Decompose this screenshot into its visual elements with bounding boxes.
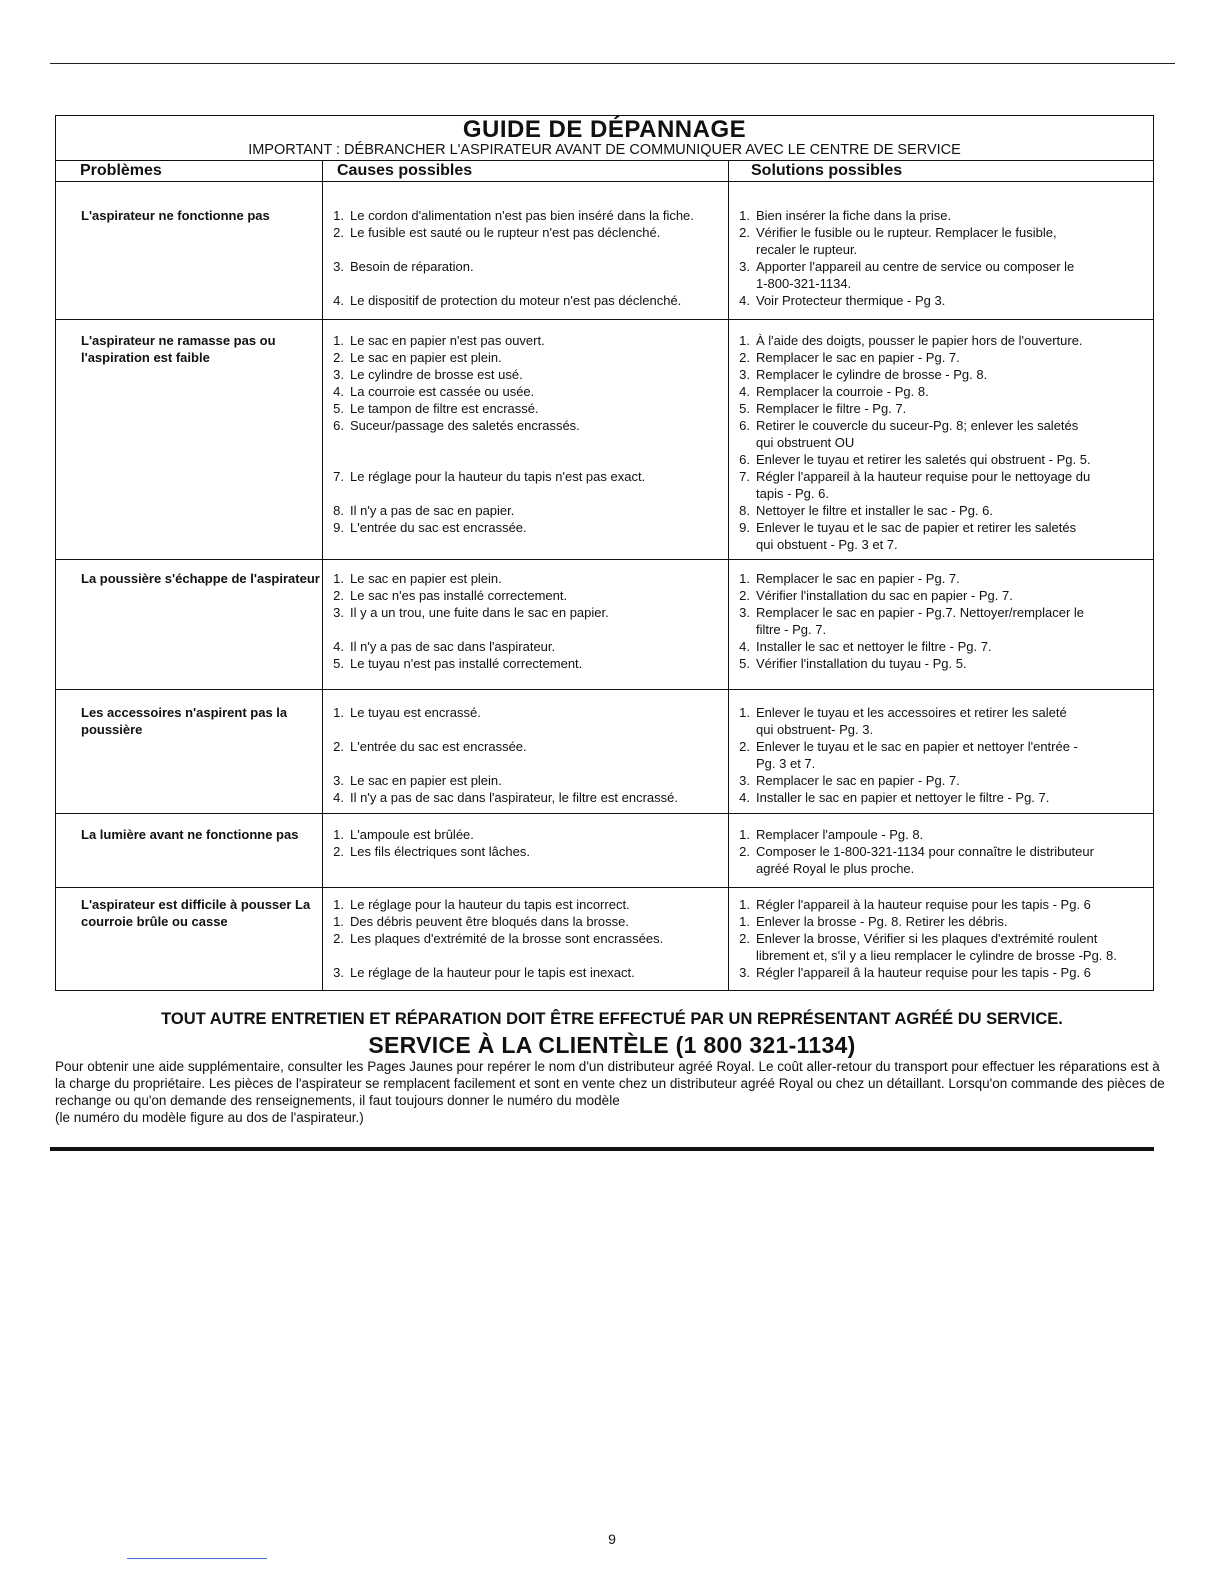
item-text: Composer le 1-800-321-1134 pour connaître le distributeur agréé Royal le plus proche.: [756, 844, 1094, 876]
item-text: Le fusible est sauté ou le rupteur n'est pas déclenché.: [350, 225, 661, 240]
header-solutions: Solutions possibles: [751, 162, 903, 179]
item-text: Remplacer le sac en papier - Pg. 7.: [756, 773, 960, 788]
list-item: [328, 502, 728, 519]
item-text: Enlever la brosse, Vérifier si les plaques d'extrémité roulent librement et, s'il y a lieu remplacer le cylindre de brosse -Pg. 8.: [756, 931, 1117, 963]
list-item: [734, 704, 1154, 738]
item-number: 4.: [333, 293, 344, 308]
scan-mark: [127, 1558, 267, 1559]
list-item: [734, 896, 1154, 913]
solutions-list: [734, 896, 1154, 981]
item-text: Régler l'appareil à la hauteur requise pour le nettoyage du tapis - Pg. 6.: [756, 469, 1091, 501]
item-text: La courroie est cassée ou usée.: [350, 384, 535, 399]
item-number: 5.: [739, 401, 750, 416]
item-text: Le cordon d'alimentation n'est pas bien inséré dans la fiche.: [350, 208, 694, 223]
list-item: [328, 366, 728, 383]
list-item: [328, 655, 728, 672]
item-text: Des débris peuvent être bloqués dans la brosse.: [350, 914, 629, 929]
item-number: 1.: [739, 897, 750, 912]
row-divider: [56, 887, 1153, 888]
item-number: 4.: [333, 384, 344, 399]
item-text: Vérifier l'installation du sac en papier - Pg. 7.: [756, 588, 1013, 603]
item-text: Vérifier l'installation du tuyau - Pg. 5.: [756, 656, 967, 671]
column-divider: [728, 160, 729, 991]
list-item: [328, 896, 728, 913]
list-item: [328, 570, 728, 587]
item-text: Le cylindre de brosse est usé.: [350, 367, 523, 382]
list-item: [328, 417, 728, 434]
list-item: [328, 224, 728, 241]
list-item: [328, 587, 728, 604]
item-number: 3.: [333, 367, 344, 382]
list-item: [328, 738, 728, 755]
list-item: [734, 570, 1154, 587]
row-divider: [56, 559, 1153, 560]
list-item: [734, 451, 1154, 468]
item-text: Remplacer le sac en papier - Pg.7. Nettoyer/remplacer le filtre - Pg. 7.: [756, 605, 1085, 637]
spacer: [328, 621, 728, 638]
item-text: Le réglage de la hauteur pour le tapis est inexact.: [350, 965, 635, 980]
problem-label: L'aspirateur ne fonctionne pas: [81, 208, 270, 223]
item-text: Remplacer le sac en papier - Pg. 7.: [756, 350, 960, 365]
row-divider: [56, 319, 1153, 320]
row-divider: [56, 689, 1153, 690]
item-text: Suceur/passage des saletés encrassés.: [350, 418, 580, 433]
important-note: IMPORTANT : DÉBRANCHER L'ASPIRATEUR AVANT DE COMMUNIQUER AVEC LE CENTRE DE SERVICE: [248, 142, 961, 158]
list-item: [734, 366, 1154, 383]
item-number: 4.: [333, 790, 344, 805]
spacer: [328, 275, 728, 292]
item-text: L'entrée du sac est encrassée.: [350, 520, 527, 535]
list-item: [734, 772, 1154, 789]
causes-list: [328, 570, 728, 672]
item-text: Nettoyer le filtre et installer le sac - Pg. 6.: [756, 503, 993, 518]
table-header: [56, 160, 1153, 182]
item-number: 2.: [333, 350, 344, 365]
item-number: 3.: [739, 259, 750, 274]
item-number: 1.: [739, 827, 750, 842]
item-text: Le sac n'es pas installé correctement.: [350, 588, 568, 603]
item-number: 9.: [739, 520, 750, 535]
page-title: GUIDE DE DÉPANNAGE: [462, 116, 747, 143]
item-number: 1.: [739, 208, 750, 223]
item-text: Installer le sac en papier et nettoyer le filtre - Pg. 7.: [756, 790, 1050, 805]
list-item: [734, 964, 1154, 981]
list-item: [734, 224, 1154, 258]
list-item: [734, 604, 1154, 638]
item-number: 3.: [739, 773, 750, 788]
list-item: [734, 292, 1154, 309]
list-item: [328, 930, 728, 947]
service-paragraph: [55, 1058, 1170, 1126]
list-item: [734, 502, 1154, 519]
item-number: 4.: [739, 293, 750, 308]
item-text: Le sac en papier n'est pas ouvert.: [350, 333, 545, 348]
item-number: 2.: [739, 739, 750, 754]
spacer: [328, 947, 728, 964]
item-text: À l'aide des doigts, pousser le papier hors de l'ouverture.: [756, 333, 1083, 348]
solutions-list: [734, 704, 1154, 806]
item-number: 1.: [333, 571, 344, 586]
spacer: [328, 485, 728, 502]
list-item: [328, 332, 728, 349]
item-text: Apporter l'appareil au centre de service ou composer le 1-800-321-1134.: [756, 259, 1075, 291]
item-text: Le sac en papier est plein.: [350, 571, 502, 586]
problem-label: L'aspirateur ne ramasse pas ou l'aspiration est faible: [81, 333, 276, 365]
item-text: Le tuyau est encrassé.: [350, 705, 481, 720]
item-number: 7.: [739, 469, 750, 484]
list-item: [734, 789, 1154, 806]
item-number: 6.: [739, 418, 750, 433]
item-text: Installer le sac et nettoyer le filtre - Pg. 7.: [756, 639, 992, 654]
list-item: [734, 913, 1154, 930]
causes-list: [328, 332, 728, 536]
item-text: Enlever la brosse - Pg. 8. Retirer les débris.: [756, 914, 1008, 929]
item-text: L'entrée du sac est encrassée.: [350, 739, 527, 754]
item-number: 6.: [739, 452, 750, 467]
service-notice: TOUT AUTRE ENTRETIEN ET RÉPARATION DOIT ÊTRE EFFECTUÉ PAR UN REPRÉSENTANT AGRÉÉ DU SERVICE.: [161, 1010, 1063, 1028]
item-number: 3.: [333, 605, 344, 620]
list-item: [734, 468, 1154, 502]
list-item: [328, 400, 728, 417]
item-text: Voir Protecteur thermique - Pg 3.: [756, 293, 946, 308]
list-item: [734, 383, 1154, 400]
list-item: [734, 930, 1154, 964]
list-item: [734, 655, 1154, 672]
problem-label: La poussière s'échappe de l'aspirateur: [81, 571, 320, 586]
item-text: Bien insérer la fiche dans la prise.: [756, 208, 952, 223]
item-number: 3.: [333, 259, 344, 274]
item-text: Retirer le couvercle du suceur-Pg. 8; enlever les saletés qui obstruent OU: [756, 418, 1079, 450]
row-divider: [56, 813, 1153, 814]
item-text: Régler l'appareil â la hauteur requise pour les tapis - Pg. 6: [756, 965, 1091, 980]
item-text: Enlever le tuyau et le sac en papier et nettoyer l'entrée - Pg. 3 et 7.: [756, 739, 1078, 771]
list-item: [328, 468, 728, 485]
list-item: [734, 349, 1154, 366]
list-item: [328, 383, 728, 400]
customer-service-title: SERVICE À LA CLIENTÈLE (1 800 321-1134): [368, 1032, 856, 1058]
list-item: [328, 292, 728, 309]
spacer: [328, 755, 728, 772]
item-number: 2.: [333, 931, 344, 946]
item-text: Remplacer le cylindre de brosse - Pg. 8.: [756, 367, 988, 382]
item-number: 2.: [739, 844, 750, 859]
solutions-list: [734, 826, 1154, 877]
item-text: Le réglage pour la hauteur du tapis est incorrect.: [350, 897, 630, 912]
item-number: 3.: [739, 605, 750, 620]
list-item: [328, 519, 728, 536]
list-item: [734, 400, 1154, 417]
solutions-list: [734, 570, 1154, 672]
item-number: 2.: [739, 350, 750, 365]
header-causes: Causes possibles: [337, 162, 473, 179]
item-number: 1.: [333, 333, 344, 348]
item-text: Remplacer le sac en papier - Pg. 7.: [756, 571, 960, 586]
item-text: Enlever le tuyau et les accessoires et retirer les saleté qui obstruent- Pg. 3.: [756, 705, 1067, 737]
item-text: Enlever le tuyau et le sac de papier et retirer les saletés qui obstuent - Pg. 3 et 7.: [756, 520, 1077, 552]
item-text: Remplacer l'ampoule - Pg. 8.: [756, 827, 924, 842]
item-text: Remplacer le filtre - Pg. 7.: [756, 401, 907, 416]
item-text: Il n'y a pas de sac dans l'aspirateur, le filtre est encrassé.: [350, 790, 678, 805]
item-text: Le tampon de filtre est encrassé.: [350, 401, 539, 416]
list-item: [734, 843, 1154, 877]
list-item: [328, 913, 728, 930]
list-item: [328, 772, 728, 789]
item-number: 5.: [739, 656, 750, 671]
spacer: [328, 434, 728, 451]
causes-list: [328, 207, 728, 309]
item-number: 4.: [333, 639, 344, 654]
list-item: [328, 638, 728, 655]
list-item: [734, 417, 1154, 451]
item-text: Besoin de réparation.: [350, 259, 474, 274]
item-text: Il n'y a pas de sac en papier.: [350, 503, 515, 518]
problem-label: L'aspirateur est difficile à pousser La courroie brûle ou casse: [81, 897, 311, 929]
item-number: 7.: [333, 469, 344, 484]
item-number: 1.: [739, 914, 750, 929]
item-number: 2.: [333, 225, 344, 240]
spacer: [328, 721, 728, 738]
item-text: Il y a un trou, une fuite dans le sac en papier.: [350, 605, 609, 620]
item-text: Les plaques d'extrémité de la brosse sont encrassées.: [350, 931, 664, 946]
problem-label: La lumière avant ne fonctionne pas: [81, 827, 299, 842]
list-item: [734, 332, 1154, 349]
item-text: Régler l'appareil à la hauteur requise pour les tapis - Pg. 6: [756, 897, 1091, 912]
item-number: 1.: [739, 333, 750, 348]
item-number: 2.: [333, 739, 344, 754]
list-item: [328, 843, 728, 860]
item-text: Le réglage pour la hauteur du tapis n'est pas exact.: [350, 469, 646, 484]
list-item: [734, 207, 1154, 224]
solutions-list: [734, 207, 1154, 309]
causes-list: [328, 896, 728, 981]
item-text: Le tuyau n'est pas installé correctement.: [350, 656, 583, 671]
service-note: (le numéro du modèle figure au dos de l'aspirateur.): [55, 1110, 364, 1125]
item-text: L'ampoule est brûlée.: [350, 827, 474, 842]
item-text: Le sac en papier est plein.: [350, 350, 502, 365]
bottom-rule: [50, 1147, 1154, 1151]
item-number: 9.: [333, 520, 344, 535]
item-text: Remplacer la courroie - Pg. 8.: [756, 384, 929, 399]
list-item: [328, 789, 728, 806]
list-item: [328, 207, 728, 224]
item-number: 5.: [333, 656, 344, 671]
item-number: 4.: [739, 384, 750, 399]
list-item: [734, 738, 1154, 772]
item-number: 3.: [333, 965, 344, 980]
item-number: 8.: [333, 503, 344, 518]
list-item: [734, 258, 1154, 292]
header-problems: Problèmes: [80, 162, 162, 179]
list-item: [328, 704, 728, 721]
item-number: 1.: [333, 827, 344, 842]
spacer: [328, 451, 728, 468]
item-number: 4.: [739, 790, 750, 805]
item-text: Le sac en papier est plein.: [350, 773, 502, 788]
item-number: 2.: [739, 931, 750, 946]
solutions-list: [734, 332, 1154, 553]
item-number: 1.: [333, 914, 344, 929]
spacer: [328, 241, 728, 258]
item-number: 1.: [333, 705, 344, 720]
item-text: Les fils électriques sont lâches.: [350, 844, 530, 859]
item-number: 3.: [739, 965, 750, 980]
column-divider: [322, 160, 323, 991]
item-number: 1.: [739, 571, 750, 586]
item-number: 2.: [333, 588, 344, 603]
list-item: [734, 587, 1154, 604]
item-number: 3.: [333, 773, 344, 788]
list-item: [328, 826, 728, 843]
item-number: 2.: [739, 225, 750, 240]
item-number: 5.: [333, 401, 344, 416]
problem-label: Les accessoires n'aspirent pas la poussière: [81, 705, 288, 737]
causes-list: [328, 704, 728, 806]
list-item: [328, 258, 728, 275]
list-item: [328, 349, 728, 366]
item-number: 4.: [739, 639, 750, 654]
item-number: 2.: [333, 844, 344, 859]
item-number: 1.: [333, 897, 344, 912]
page-number: 9: [608, 1531, 616, 1547]
item-text: Le dispositif de protection du moteur n'est pas déclenché.: [350, 293, 682, 308]
item-text: Enlever le tuyau et retirer les saletés qui obstruent - Pg. 5.: [756, 452, 1091, 467]
service-text: Pour obtenir une aide supplémentaire, consulter les Pages Jaunes pour repérer le nom d'un distributeur agréé Royal. Le coût aller-retour du transport pour effectuer les réparations est à la charge du propriétaire. Les pièces de l'aspirateur se remplacent facilement et sont en vente chez un distributeur agréé Royal ou chez un détaillant. Lorsqu'on commande des pièces de rechange ou qu'on demande des renseignements, il faut toujours donner le numéro du modèle: [55, 1059, 1165, 1108]
item-number: 6.: [333, 418, 344, 433]
list-item: [328, 604, 728, 621]
item-number: 1.: [739, 705, 750, 720]
causes-list: [328, 826, 728, 860]
item-number: 8.: [739, 503, 750, 518]
list-item: [734, 519, 1154, 553]
top-rule: [50, 63, 1175, 64]
list-item: [328, 964, 728, 981]
item-number: 3.: [739, 367, 750, 382]
item-number: 1.: [333, 208, 344, 223]
item-text: Il n'y a pas de sac dans l'aspirateur.: [350, 639, 556, 654]
item-text: Vérifier le fusible ou le rupteur. Remplacer le fusible, recaler le rupteur.: [756, 225, 1057, 257]
item-number: 2.: [739, 588, 750, 603]
list-item: [734, 638, 1154, 655]
troubleshooting-table: [55, 115, 1154, 991]
list-item: [734, 826, 1154, 843]
